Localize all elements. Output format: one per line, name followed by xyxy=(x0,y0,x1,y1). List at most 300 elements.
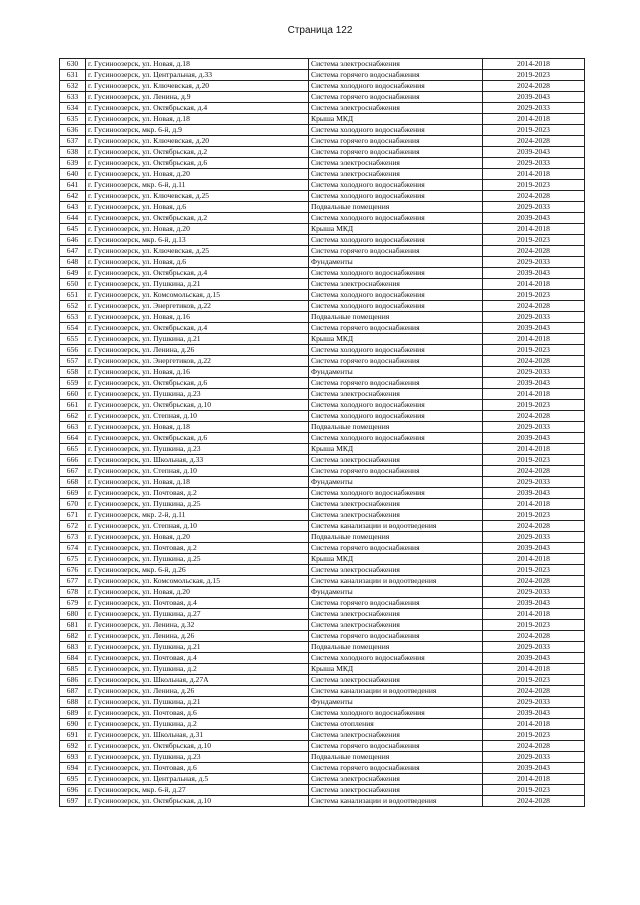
address-cell: г. Гусиноозерск, ул. Ленина, д.26 xyxy=(86,686,309,697)
system-cell: Фундаменты xyxy=(309,257,483,268)
table-row xyxy=(60,609,585,620)
address-cell: г. Гусиноозерск, ул. Почтовая, д.2 xyxy=(86,488,309,499)
system-cell: Подвальные помещения xyxy=(309,202,483,213)
period-cell: 2019-2023 xyxy=(483,620,585,631)
row-number-cell: 650 xyxy=(60,279,86,290)
system-cell: Система холодного водоснабжения xyxy=(309,433,483,444)
period-cell: 2024-2028 xyxy=(483,741,585,752)
system-cell: Система горячего водоснабжения xyxy=(309,543,483,554)
row-number-cell: 630 xyxy=(60,59,86,70)
address-cell: г. Гусиноозерск, ул. Пушкина, д.27 xyxy=(86,609,309,620)
table-row xyxy=(60,125,585,136)
table-row xyxy=(60,224,585,235)
system-cell: Система электроснабжения xyxy=(309,774,483,785)
period-cell: 2024-2028 xyxy=(483,521,585,532)
system-cell: Система электроснабжения xyxy=(309,620,483,631)
table-row xyxy=(60,763,585,774)
address-cell: г. Гусиноозерск, ул. Ленина, д.32 xyxy=(86,620,309,631)
address-cell: г. Гусиноозерск, ул. Почтовая, д.6 xyxy=(86,708,309,719)
address-cell: г. Гусиноозерск, мкр. 2-й, д.11 xyxy=(86,510,309,521)
system-cell: Система холодного водоснабжения xyxy=(309,345,483,356)
row-number-cell: 667 xyxy=(60,466,86,477)
table-row xyxy=(60,180,585,191)
table-row xyxy=(60,312,585,323)
period-cell: 2039-2043 xyxy=(483,323,585,334)
table-row xyxy=(60,367,585,378)
table-row xyxy=(60,389,585,400)
table-row xyxy=(60,279,585,290)
row-number-cell: 694 xyxy=(60,763,86,774)
period-cell: 2024-2028 xyxy=(483,301,585,312)
system-cell: Система электроснабжения xyxy=(309,675,483,686)
period-cell: 2019-2023 xyxy=(483,400,585,411)
system-cell: Система горячего водоснабжения xyxy=(309,741,483,752)
period-cell: 2029-2033 xyxy=(483,103,585,114)
period-cell: 2024-2028 xyxy=(483,81,585,92)
row-number-cell: 688 xyxy=(60,697,86,708)
system-cell: Крыша МКД xyxy=(309,114,483,125)
address-cell: г. Гусиноозерск, ул. Октябрьская, д.10 xyxy=(86,741,309,752)
period-cell: 2029-2033 xyxy=(483,422,585,433)
table-row xyxy=(60,510,585,521)
address-cell: г. Гусиноозерск, ул. Новая, д.16 xyxy=(86,367,309,378)
row-number-cell: 648 xyxy=(60,257,86,268)
system-cell: Система горячего водоснабжения xyxy=(309,378,483,389)
table-row xyxy=(60,356,585,367)
row-number-cell: 638 xyxy=(60,147,86,158)
period-cell: 2029-2033 xyxy=(483,367,585,378)
period-cell: 2039-2043 xyxy=(483,543,585,554)
table-row xyxy=(60,246,585,257)
system-cell: Система отопления xyxy=(309,719,483,730)
system-cell: Подвальные помещения xyxy=(309,532,483,543)
row-number-cell: 657 xyxy=(60,356,86,367)
row-number-cell: 690 xyxy=(60,719,86,730)
address-cell: г. Гусиноозерск, ул. Энергетиков, д.22 xyxy=(86,301,309,312)
table-row xyxy=(60,411,585,422)
address-cell: г. Гусиноозерск, ул. Новая, д.20 xyxy=(86,169,309,180)
system-cell: Система канализации и водоотведения xyxy=(309,576,483,587)
row-number-cell: 673 xyxy=(60,532,86,543)
system-cell: Система горячего водоснабжения xyxy=(309,70,483,81)
system-cell: Система холодного водоснабжения xyxy=(309,268,483,279)
address-cell: г. Гусиноозерск, ул. Центральная, д.5 xyxy=(86,774,309,785)
table-row xyxy=(60,587,585,598)
period-cell: 2029-2033 xyxy=(483,202,585,213)
table-row xyxy=(60,752,585,763)
row-number-cell: 695 xyxy=(60,774,86,785)
address-cell: г. Гусиноозерск, ул. Ключевская, д.25 xyxy=(86,191,309,202)
row-number-cell: 676 xyxy=(60,565,86,576)
system-cell: Крыша МКД xyxy=(309,554,483,565)
table-row xyxy=(60,103,585,114)
system-cell: Система канализации и водоотведения xyxy=(309,521,483,532)
address-cell: г. Гусиноозерск, ул. Степная, д.10 xyxy=(86,521,309,532)
table-body xyxy=(60,59,585,807)
period-cell: 2039-2043 xyxy=(483,213,585,224)
system-cell: Система электроснабжения xyxy=(309,103,483,114)
period-cell: 2014-2018 xyxy=(483,334,585,345)
address-cell: г. Гусиноозерск, ул. Пушкина, д.23 xyxy=(86,752,309,763)
system-cell: Система горячего водоснабжения xyxy=(309,631,483,642)
system-cell: Система канализации и водоотведения xyxy=(309,796,483,807)
system-cell: Подвальные помещения xyxy=(309,752,483,763)
address-cell: г. Гусиноозерск, ул. Школьная, д.27А xyxy=(86,675,309,686)
row-number-cell: 636 xyxy=(60,125,86,136)
address-cell: г. Гусиноозерск, ул. Почтовая, д.4 xyxy=(86,653,309,664)
system-cell: Система горячего водоснабжения xyxy=(309,356,483,367)
row-number-cell: 684 xyxy=(60,653,86,664)
address-cell: г. Гусиноозерск, ул. Ленина, д.26 xyxy=(86,345,309,356)
period-cell: 2019-2023 xyxy=(483,565,585,576)
system-cell: Система холодного водоснабжения xyxy=(309,488,483,499)
row-number-cell: 666 xyxy=(60,455,86,466)
system-cell: Подвальные помещения xyxy=(309,642,483,653)
row-number-cell: 641 xyxy=(60,180,86,191)
period-cell: 2014-2018 xyxy=(483,664,585,675)
period-cell: 2029-2033 xyxy=(483,752,585,763)
system-cell: Крыша МКД xyxy=(309,224,483,235)
table-row xyxy=(60,499,585,510)
address-cell: г. Гусиноозерск, ул. Новая, д.20 xyxy=(86,532,309,543)
table-row xyxy=(60,543,585,554)
period-cell: 2019-2023 xyxy=(483,125,585,136)
address-cell: г. Гусиноозерск, ул. Октябрьская, д.6 xyxy=(86,158,309,169)
row-number-cell: 669 xyxy=(60,488,86,499)
table-row xyxy=(60,334,585,345)
period-cell: 2039-2043 xyxy=(483,763,585,774)
table-row xyxy=(60,257,585,268)
period-cell: 2039-2043 xyxy=(483,708,585,719)
address-cell: г. Гусиноозерск, ул. Почтовая, д.6 xyxy=(86,763,309,774)
system-cell: Система горячего водоснабжения xyxy=(309,246,483,257)
address-cell: г. Гусиноозерск, ул. Ключевская, д.20 xyxy=(86,81,309,92)
period-cell: 2024-2028 xyxy=(483,411,585,422)
address-cell: г. Гусиноозерск, ул. Ленина, д.26 xyxy=(86,631,309,642)
period-cell: 2039-2043 xyxy=(483,433,585,444)
period-cell: 2039-2043 xyxy=(483,268,585,279)
period-cell: 2024-2028 xyxy=(483,576,585,587)
row-number-cell: 664 xyxy=(60,433,86,444)
address-cell: г. Гусиноозерск, ул. Пушкина, д.25 xyxy=(86,554,309,565)
period-cell: 2039-2043 xyxy=(483,488,585,499)
table-row xyxy=(60,796,585,807)
table-row xyxy=(60,477,585,488)
table-row xyxy=(60,730,585,741)
address-cell: г. Гусиноозерск, ул. Центральная, д.33 xyxy=(86,70,309,81)
table-row xyxy=(60,708,585,719)
period-cell: 2019-2023 xyxy=(483,455,585,466)
system-cell: Крыша МКД xyxy=(309,664,483,675)
system-cell: Система горячего водоснабжения xyxy=(309,323,483,334)
row-number-cell: 644 xyxy=(60,213,86,224)
system-cell: Система электроснабжения xyxy=(309,609,483,620)
address-cell: г. Гусиноозерск, ул. Степная, д.10 xyxy=(86,411,309,422)
row-number-cell: 659 xyxy=(60,378,86,389)
system-cell: Фундаменты xyxy=(309,697,483,708)
address-cell: г. Гусиноозерск, ул. Октябрьская, д.2 xyxy=(86,213,309,224)
row-number-cell: 671 xyxy=(60,510,86,521)
period-cell: 2024-2028 xyxy=(483,136,585,147)
table-row xyxy=(60,268,585,279)
system-cell: Система электроснабжения xyxy=(309,158,483,169)
table-row xyxy=(60,631,585,642)
system-cell: Система холодного водоснабжения xyxy=(309,191,483,202)
period-cell: 2014-2018 xyxy=(483,444,585,455)
period-cell: 2014-2018 xyxy=(483,609,585,620)
period-cell: 2024-2028 xyxy=(483,466,585,477)
address-cell: г. Гусиноозерск, ул. Пушкина, д.23 xyxy=(86,444,309,455)
table-row xyxy=(60,433,585,444)
table-row xyxy=(60,642,585,653)
row-number-cell: 654 xyxy=(60,323,86,334)
table-row xyxy=(60,444,585,455)
system-cell: Система электроснабжения xyxy=(309,279,483,290)
address-cell: г. Гусиноозерск, ул. Комсомольская, д.15 xyxy=(86,576,309,587)
period-cell: 2024-2028 xyxy=(483,631,585,642)
table-row xyxy=(60,576,585,587)
system-cell: Система горячего водоснабжения xyxy=(309,763,483,774)
row-number-cell: 668 xyxy=(60,477,86,488)
page-number-label: Страница 122 xyxy=(287,25,353,36)
table-row xyxy=(60,686,585,697)
row-number-cell: 633 xyxy=(60,92,86,103)
address-cell: г. Гусиноозерск, ул. Октябрьская, д.10 xyxy=(86,400,309,411)
period-cell: 2029-2033 xyxy=(483,642,585,653)
address-cell: г. Гусиноозерск, ул. Пушкина, д.23 xyxy=(86,389,309,400)
period-cell: 2029-2033 xyxy=(483,312,585,323)
period-cell: 2029-2033 xyxy=(483,532,585,543)
period-cell: 2014-2018 xyxy=(483,114,585,125)
row-number-cell: 637 xyxy=(60,136,86,147)
address-cell: г. Гусиноозерск, ул. Энергетиков, д.22 xyxy=(86,356,309,367)
system-cell: Крыша МКД xyxy=(309,334,483,345)
row-number-cell: 674 xyxy=(60,543,86,554)
table-row xyxy=(60,400,585,411)
row-number-cell: 680 xyxy=(60,609,86,620)
address-cell: г. Гусиноозерск, ул. Октябрьская, д.4 xyxy=(86,323,309,334)
row-number-cell: 655 xyxy=(60,334,86,345)
address-cell: г. Гусиноозерск, ул. Пушкина, д.25 xyxy=(86,499,309,510)
period-cell: 2019-2023 xyxy=(483,290,585,301)
table-row xyxy=(60,532,585,543)
row-number-cell: 670 xyxy=(60,499,86,510)
address-cell: г. Гусиноозерск, ул. Почтовая, д.4 xyxy=(86,598,309,609)
system-cell: Фундаменты xyxy=(309,587,483,598)
row-number-cell: 661 xyxy=(60,400,86,411)
row-number-cell: 639 xyxy=(60,158,86,169)
period-cell: 2014-2018 xyxy=(483,59,585,70)
table-row xyxy=(60,345,585,356)
table-row xyxy=(60,774,585,785)
system-cell: Подвальные помещения xyxy=(309,422,483,433)
table-row xyxy=(60,136,585,147)
table-row xyxy=(60,741,585,752)
row-number-cell: 656 xyxy=(60,345,86,356)
row-number-cell: 631 xyxy=(60,70,86,81)
address-cell: г. Гусиноозерск, ул. Школьная, д.31 xyxy=(86,730,309,741)
row-number-cell: 663 xyxy=(60,422,86,433)
address-cell: г. Гусиноозерск, ул. Пушкина, д.21 xyxy=(86,334,309,345)
address-cell: г. Гусиноозерск, ул. Октябрьская, д.4 xyxy=(86,268,309,279)
table-row xyxy=(60,719,585,730)
period-cell: 2024-2028 xyxy=(483,356,585,367)
row-number-cell: 677 xyxy=(60,576,86,587)
table-row xyxy=(60,213,585,224)
table-row xyxy=(60,598,585,609)
period-cell: 2024-2028 xyxy=(483,796,585,807)
row-number-cell: 635 xyxy=(60,114,86,125)
table-row xyxy=(60,697,585,708)
period-cell: 2019-2023 xyxy=(483,730,585,741)
address-cell: г. Гусиноозерск, мкр. 6-й, д.11 xyxy=(86,180,309,191)
row-number-cell: 662 xyxy=(60,411,86,422)
table-row xyxy=(60,466,585,477)
row-number-cell: 647 xyxy=(60,246,86,257)
address-cell: г. Гусиноозерск, ул. Ключевская, д.20 xyxy=(86,136,309,147)
address-cell: г. Гусиноозерск, ул. Новая, д.18 xyxy=(86,59,309,70)
period-cell: 2014-2018 xyxy=(483,774,585,785)
row-number-cell: 665 xyxy=(60,444,86,455)
system-cell: Система электроснабжения xyxy=(309,499,483,510)
address-cell: г. Гусиноозерск, ул. Новая, д.6 xyxy=(86,257,309,268)
table-row xyxy=(60,70,585,81)
table-row xyxy=(60,565,585,576)
system-cell: Фундаменты xyxy=(309,367,483,378)
address-cell: г. Гусиноозерск, ул. Октябрьская, д.4 xyxy=(86,103,309,114)
system-cell: Система канализации и водоотведения xyxy=(309,686,483,697)
row-number-cell: 646 xyxy=(60,235,86,246)
address-cell: г. Гусиноозерск, ул. Октябрьская, д.2 xyxy=(86,147,309,158)
system-cell: Крыша МКД xyxy=(309,444,483,455)
system-cell: Система электроснабжения xyxy=(309,169,483,180)
system-cell: Система холодного водоснабжения xyxy=(309,235,483,246)
period-cell: 2039-2043 xyxy=(483,598,585,609)
system-cell: Система электроснабжения xyxy=(309,389,483,400)
system-cell: Система холодного водоснабжения xyxy=(309,180,483,191)
address-cell: г. Гусиноозерск, ул. Октябрьская, д.10 xyxy=(86,796,309,807)
system-cell: Система горячего водоснабжения xyxy=(309,147,483,158)
table-row xyxy=(60,191,585,202)
system-cell: Система электроснабжения xyxy=(309,510,483,521)
system-cell: Система электроснабжения xyxy=(309,730,483,741)
address-cell: г. Гусиноозерск, ул. Новая, д.18 xyxy=(86,477,309,488)
system-cell: Система холодного водоснабжения xyxy=(309,301,483,312)
address-cell: г. Гусиноозерск, ул. Октябрьская, д.6 xyxy=(86,378,309,389)
row-number-cell: 689 xyxy=(60,708,86,719)
row-number-cell: 681 xyxy=(60,620,86,631)
table-row xyxy=(60,521,585,532)
system-cell: Система холодного водоснабжения xyxy=(309,125,483,136)
system-cell: Система холодного водоснабжения xyxy=(309,290,483,301)
row-number-cell: 643 xyxy=(60,202,86,213)
address-cell: г. Гусиноозерск, ул. Пушкина, д.21 xyxy=(86,642,309,653)
period-cell: 2014-2018 xyxy=(483,499,585,510)
period-cell: 2019-2023 xyxy=(483,180,585,191)
system-cell: Система холодного водоснабжения xyxy=(309,653,483,664)
period-cell: 2014-2018 xyxy=(483,719,585,730)
address-cell: г. Гусиноозерск, ул. Новая, д.6 xyxy=(86,202,309,213)
table-row xyxy=(60,92,585,103)
address-cell: г. Гусиноозерск, ул. Почтовая, д.2 xyxy=(86,543,309,554)
address-cell: г. Гусиноозерск, мкр. 6-й, д.13 xyxy=(86,235,309,246)
period-cell: 2039-2043 xyxy=(483,92,585,103)
address-cell: г. Гусиноозерск, ул. Октябрьская, д.6 xyxy=(86,433,309,444)
row-number-cell: 632 xyxy=(60,81,86,92)
table-row xyxy=(60,620,585,631)
table-row xyxy=(60,81,585,92)
table-row xyxy=(60,114,585,125)
table-row xyxy=(60,158,585,169)
table-row xyxy=(60,653,585,664)
address-cell: г. Гусиноозерск, ул. Новая, д.20 xyxy=(86,224,309,235)
period-cell: 2024-2028 xyxy=(483,246,585,257)
row-number-cell: 693 xyxy=(60,752,86,763)
table-row xyxy=(60,488,585,499)
period-cell: 2019-2023 xyxy=(483,345,585,356)
table-row xyxy=(60,554,585,565)
system-cell: Система холодного водоснабжения xyxy=(309,411,483,422)
period-cell: 2024-2028 xyxy=(483,686,585,697)
period-cell: 2029-2033 xyxy=(483,158,585,169)
row-number-cell: 672 xyxy=(60,521,86,532)
address-cell: г. Гусиноозерск, ул. Новая, д.18 xyxy=(86,422,309,433)
row-number-cell: 660 xyxy=(60,389,86,400)
address-cell: г. Гусиноозерск, мкр. 6-й, д.27 xyxy=(86,785,309,796)
row-number-cell: 691 xyxy=(60,730,86,741)
table-row xyxy=(60,290,585,301)
row-number-cell: 686 xyxy=(60,675,86,686)
address-cell: г. Гусиноозерск, ул. Пушкина, д.21 xyxy=(86,697,309,708)
address-cell: г. Гусиноозерск, ул. Пушкина, д.2 xyxy=(86,719,309,730)
address-cell: г. Гусиноозерск, ул. Новая, д.20 xyxy=(86,587,309,598)
table-row xyxy=(60,202,585,213)
system-cell: Система горячего водоснабжения xyxy=(309,136,483,147)
period-cell: 2039-2043 xyxy=(483,378,585,389)
system-cell: Фундаменты xyxy=(309,477,483,488)
address-cell: г. Гусиноозерск, ул. Пушкина, д.2 xyxy=(86,664,309,675)
table-row xyxy=(60,235,585,246)
table-row xyxy=(60,675,585,686)
period-cell: 2039-2043 xyxy=(483,147,585,158)
address-cell: г. Гусиноозерск, ул. Новая, д.16 xyxy=(86,312,309,323)
address-cell: г. Гусиноозерск, ул. Школьная, д.33 xyxy=(86,455,309,466)
row-number-cell: 675 xyxy=(60,554,86,565)
table-row xyxy=(60,323,585,334)
row-number-cell: 685 xyxy=(60,664,86,675)
row-number-cell: 682 xyxy=(60,631,86,642)
table-row xyxy=(60,169,585,180)
system-cell: Система электроснабжения xyxy=(309,59,483,70)
row-number-cell: 678 xyxy=(60,587,86,598)
period-cell: 2019-2023 xyxy=(483,510,585,521)
system-cell: Система электроснабжения xyxy=(309,455,483,466)
address-cell: г. Гусиноозерск, ул. Новая, д.18 xyxy=(86,114,309,125)
period-cell: 2019-2023 xyxy=(483,785,585,796)
address-cell: г. Гусиноозерск, ул. Степная, д.10 xyxy=(86,466,309,477)
period-cell: 2029-2033 xyxy=(483,587,585,598)
row-number-cell: 692 xyxy=(60,741,86,752)
table-row xyxy=(60,785,585,796)
period-cell: 2029-2033 xyxy=(483,257,585,268)
table-row xyxy=(60,455,585,466)
system-cell: Система холодного водоснабжения xyxy=(309,213,483,224)
address-cell: г. Гусиноозерск, ул. Пушкина, д.21 xyxy=(86,279,309,290)
address-cell: г. Гусиноозерск, мкр. 6-й, д.9 xyxy=(86,125,309,136)
row-number-cell: 640 xyxy=(60,169,86,180)
row-number-cell: 642 xyxy=(60,191,86,202)
row-number-cell: 651 xyxy=(60,290,86,301)
